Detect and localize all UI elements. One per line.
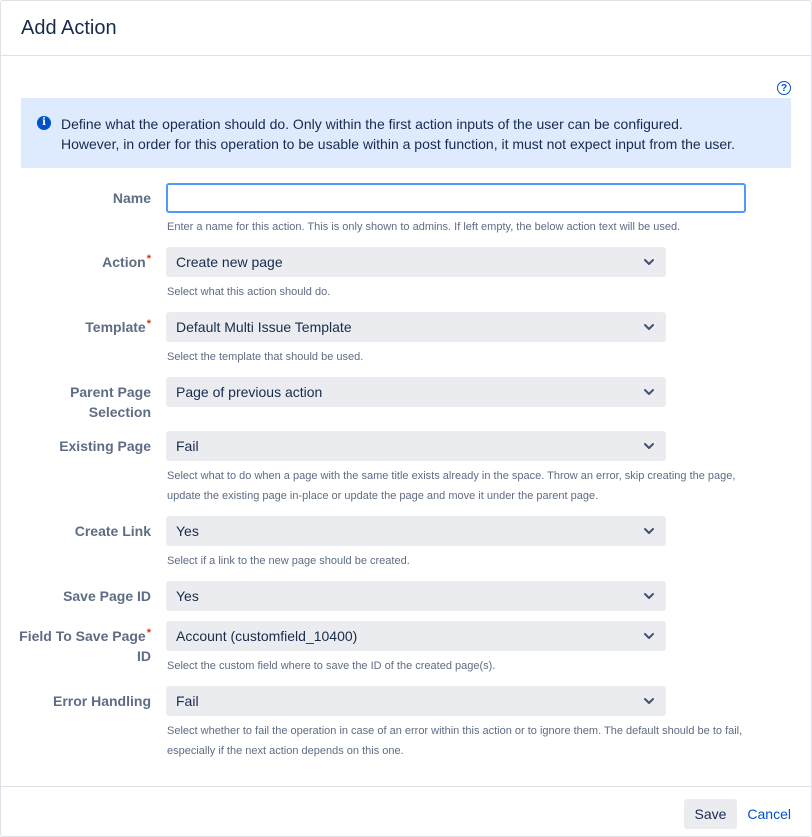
error-handling-select-value: Fail [176, 693, 199, 709]
template-select[interactable] [166, 312, 666, 342]
template-select-value: Default Multi Issue Template [176, 319, 352, 335]
help-icon[interactable]: ? [777, 81, 791, 95]
field-to-save-hint: Select the custom field where to save the ID of the created page(s). [167, 660, 496, 672]
field-to-save-select-value: Account (customfield_10400) [176, 628, 358, 644]
dialog-footer [1, 786, 811, 837]
existing-page-select[interactable] [166, 431, 666, 461]
info-icon: i [37, 116, 51, 130]
error-handling-select[interactable] [166, 686, 666, 716]
chevron-down-icon [642, 589, 656, 603]
chevron-down-icon [642, 524, 656, 538]
chevron-down-icon [642, 439, 656, 453]
action-hint: Select what this action should do. [167, 286, 331, 298]
create-link-label: Create Link [74, 523, 151, 539]
required-marker: * [146, 253, 151, 265]
dialog-title: Add Action [21, 16, 117, 39]
chevron-down-icon [642, 385, 656, 399]
existing-page-select-value: Fail [176, 438, 199, 454]
required-marker: * [146, 318, 151, 330]
chevron-down-icon [642, 629, 656, 643]
dialog-header [1, 1, 811, 56]
chevron-down-icon [642, 694, 656, 708]
info-text-line2: However, in order for this operation to be usable within a post function, it must not expect input from the user. [61, 136, 735, 152]
existing-page-hint: Select what to do when a page with the same title exists already in the space. Throw an error, skip creating the page, update the existing page in-place or update the page and move it under the parent page. [167, 470, 736, 502]
name-hint: Enter a name for this action. This is only shown to admins. If left empty, the below action text will be used. [167, 221, 681, 233]
error-handling-label: Error Handling [52, 693, 151, 709]
create-link-hint: Select if a link to the new page should be created. [167, 555, 410, 567]
action-label: Action* [102, 253, 151, 270]
parent-page-select[interactable] [166, 377, 666, 407]
name-label: Name [112, 190, 151, 206]
save-page-id-select-value: Yes [176, 588, 199, 604]
info-message [21, 98, 791, 168]
parent-page-label: Parent Page Selection [70, 384, 151, 420]
name-input[interactable] [166, 183, 746, 213]
action-select-value: Create new page [176, 254, 283, 270]
chevron-down-icon [642, 320, 656, 334]
action-select[interactable] [166, 247, 666, 277]
create-link-select-value: Yes [176, 523, 199, 539]
template-label: Template* [85, 318, 151, 335]
error-handling-hint: Select whether to fail the operation in case of an error within this action or to ignore them. The default should be to fail, especially if the next action depends on this one. [167, 725, 743, 757]
create-link-select[interactable] [166, 516, 666, 546]
required-marker: * [146, 627, 151, 639]
field-to-save-select[interactable] [166, 621, 666, 651]
parent-page-select-value: Page of previous action [176, 384, 323, 400]
chevron-down-icon [642, 255, 656, 269]
info-text-line1: Define what the operation should do. Only within the first action inputs of the user can be configured. [61, 116, 683, 132]
cancel-link[interactable]: Cancel [747, 806, 791, 822]
save-page-id-label: Save Page ID [63, 588, 151, 604]
save-button[interactable]: Save [684, 799, 737, 829]
field-to-save-label: Field To Save Page* ID [19, 627, 151, 664]
existing-page-label: Existing Page [59, 438, 151, 454]
template-hint: Select the template that should be used. [167, 351, 364, 363]
save-page-id-select[interactable] [166, 581, 666, 611]
